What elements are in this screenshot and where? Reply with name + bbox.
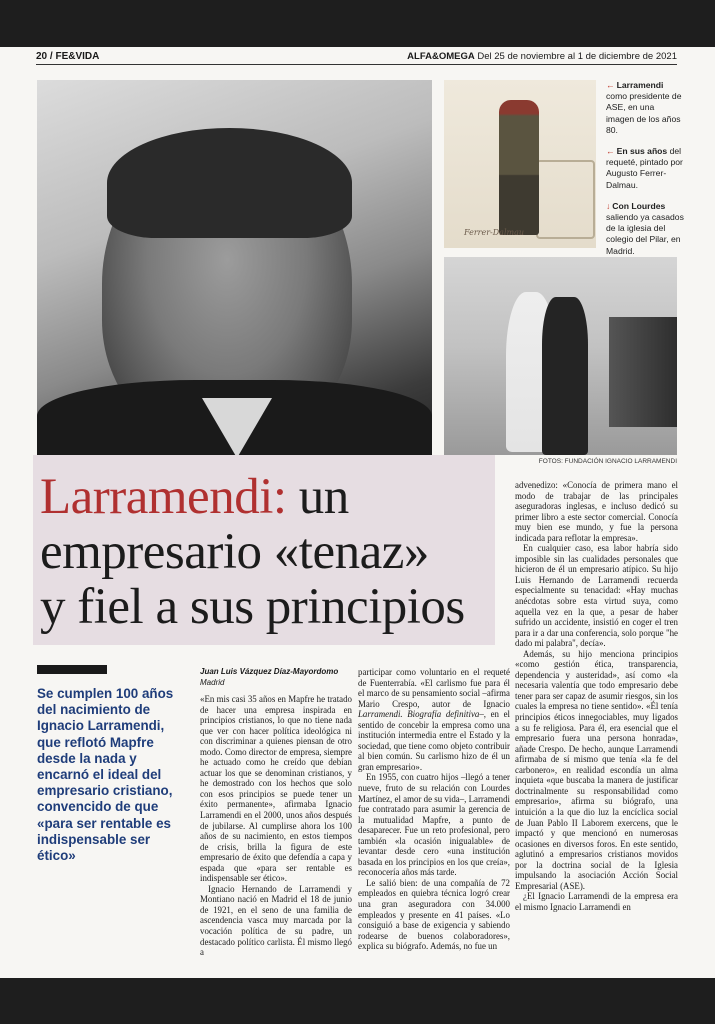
caption-text: como presidente de ASE, en una imagen de los años 80. bbox=[606, 91, 682, 135]
caption-bold: Larramendi bbox=[616, 80, 664, 90]
caption-text: saliendo ya casados de la iglesia del colegio del Pilar, en Madrid. bbox=[606, 212, 684, 256]
headline-line1-rest: un bbox=[286, 469, 349, 525]
viewer-bottom-bar bbox=[0, 978, 715, 1024]
byline bbox=[200, 667, 340, 687]
requete-painting bbox=[444, 80, 596, 248]
header-rule bbox=[36, 64, 677, 65]
paragraph-text: participar como voluntario en el requeté de Fuenterrabía. «El carlismo fue para él el marco de su pensamiento social –afirma Mario Crespo, autor de Ignacio bbox=[358, 667, 510, 709]
arrow-down-icon: ↓ bbox=[606, 200, 611, 211]
portrait-hair bbox=[107, 128, 352, 238]
headline-line2: empresario «tenaz» bbox=[40, 524, 429, 580]
caption-bold: En sus años bbox=[616, 146, 668, 157]
paragraph: Además, su hijo menciona principios «como gestión ética, transparencia, dependencia y austeridad», así como «la necesaria valentía que todo empresario debe tener para ser capaz de asumir riesgos, sin los cuales la empresa no tiene sentido». «Él tenía principios éticos innegociables, muy ligados a su fe religiosa. Para él, era esencial que el empresario fuera una persona honrada», añade Crespo. De hecho, aunque Larramendi afirmaba de sí mismo que tenía «la fe del carbonero», en realidad escondía un alma inquieta «que buscaba la manera de justificar doctrinalmente su responsabilidad como empresario», afirma su biógrafo, una intuición a la que dio luz la encíclica social de Juan Pablo II Laborem exercens, que le impactó y que mencionó en numerosas ocasiones en diversos foros. En este sentido, aglutinó a empresarios cristianos movidos por la doctrina social de la Iglesia impulsando la asociación Acción Social Empresarial (ASE). bbox=[515, 648, 678, 891]
wedding-crowd bbox=[609, 317, 677, 427]
byline-author: Juan Luis Vázquez Díaz-Mayordomo bbox=[200, 667, 339, 676]
paragraph-text: –, en el sentido de concebir la empresa como una institución intermedia entre el Estado y la sociedad, que tiene como objeto contribuir al bien común. Su carlismo hizo de él un gran empresario». bbox=[358, 709, 510, 772]
viewer-top-bar bbox=[0, 0, 715, 47]
paragraph: advenedizo: «Conocía de primera mano el modo de trabajar de las principales aseguradoras inglesas, e incluso dedicó su primer libro a este sector comercial. Conocía muy bien ese mundo, y fue la persona indicada para reflotar la empresa». bbox=[515, 480, 678, 543]
lede-marker-bar bbox=[37, 665, 107, 674]
paragraph: «En mis casi 35 años en Mapfre he tratado de hacer una empresa inspirada en principios cristianos, lo que no tiene nada que ver con hacer política ideológica ni con discriminar a quienes piensan de otro modo. Como director de empresa, siempre he actuado como he creído que debían actuar los que se denominan cristianos, y he demostrado con los hechos que solo con esos principios se puede tener un éxito permanente», afirmaba Ignacio Larramendi en el 2000, unos años después de jubilarse. Al cumplirse ahora los 100 años de su nacimiento, en estos tiempos de crisis, brilla la figura de este empresario de éxito que defendía a capa y espada que «para ser rentable es indispensable ser ético». bbox=[200, 694, 352, 884]
caption-wedding bbox=[606, 201, 684, 257]
headline-name: Larramendi: bbox=[40, 469, 287, 525]
paragraph: En 1955, con cuatro hijos –llegó a tener nueve, fruto de su relación con Lourdes Martínez, el amor de su vida–, Larramendi fue contratado para asumir la gerencia de la mutualidad Mapfre, a punto de desaparecer. Fue un reto profesional, pero también «la ocasión inigualable» de levantar desde cero «una institución basada en los principios en los que creía», reconocería años más tarde. bbox=[358, 772, 510, 878]
headline-line3: y fiel a sus principios bbox=[40, 579, 465, 635]
paragraph: ¿El Ignacio Larramendi de la empresa era el mismo Ignacio Larramendi en bbox=[515, 891, 678, 912]
headline bbox=[40, 470, 510, 635]
painting-balustrade bbox=[536, 160, 595, 239]
caption-text: del requeté, pintado por Augusto Ferrer-Dalmau. bbox=[606, 146, 683, 190]
wedding-photo bbox=[444, 257, 677, 455]
portrait-photo bbox=[37, 80, 432, 455]
photo-captions bbox=[606, 80, 684, 267]
newspaper-page bbox=[0, 47, 715, 978]
book-title: Larramendi. Biografía definitiva bbox=[358, 709, 480, 720]
paragraph: En cualquier caso, esa labor habría sido imposible sin las cualidades personales que hicieron de él un empresario atípico. Su hijo Luis Hernando de Larramendi recuerda especialmente su tenacidad: «Hay muchas anécdotas sobre esta virtud suya, como aquella vez en la que, a pesar de haber sufrido un accidente, insistió en coger el tren para ir a dar una conferencia, solo porque "he dado mi palabra", decía». bbox=[515, 543, 678, 649]
byline-place: Madrid bbox=[200, 678, 225, 687]
publication-date-line bbox=[407, 51, 677, 62]
body-column-3 bbox=[515, 480, 678, 912]
body-column-1 bbox=[200, 694, 352, 958]
arrow-left-icon: ← bbox=[606, 80, 615, 90]
photo-credit: FOTOS: FUNDACIÓN IGNACIO LARRAMENDI bbox=[538, 458, 677, 465]
lede-summary: Se cumplen 100 años del nacimiento de Ignacio Larramendi, que reflotó Mapfre desde la nada y encarnó el ideal del empresario cristiano, convencido de que «para ser rentable es indispensable ser ético» bbox=[37, 686, 174, 864]
paragraph bbox=[358, 667, 510, 772]
painting-signature: Ferrer-Dalmau bbox=[464, 228, 525, 237]
paragraph: Ignacio Hernando de Larramendi y Montiano nació en Madrid el 18 de junio de 1921, en el seno de una familia de ascendencia vasca muy marcada por la vocación política de su padre, un destacado político carlista. Él mismo llegó a bbox=[200, 883, 352, 958]
arrow-left-icon: ← bbox=[606, 146, 615, 157]
page-section-label: 20 / FE&VIDA bbox=[36, 51, 100, 62]
painting-figure bbox=[499, 100, 539, 235]
caption-painting bbox=[606, 146, 684, 191]
caption-bold: Con Lourdes bbox=[612, 200, 666, 211]
caption-portrait bbox=[606, 80, 684, 136]
body-column-2 bbox=[358, 667, 510, 952]
wedding-groom bbox=[542, 297, 588, 455]
publication-name: ALFA&OMEGA bbox=[407, 51, 475, 62]
issue-dates: Del 25 de noviembre al 1 de diciembre de 2021 bbox=[477, 51, 677, 62]
paragraph: Le salió bien: de una compañía de 72 empleados en quiebra técnica logró crear una gran aseguradora con 34.000 empleados y presente en 41 países. «Lo consiguió a base de exigencia y sabiendo rodearse de buenos colaboradores», explica su biógrafo. Además, no fue un bbox=[358, 877, 510, 952]
